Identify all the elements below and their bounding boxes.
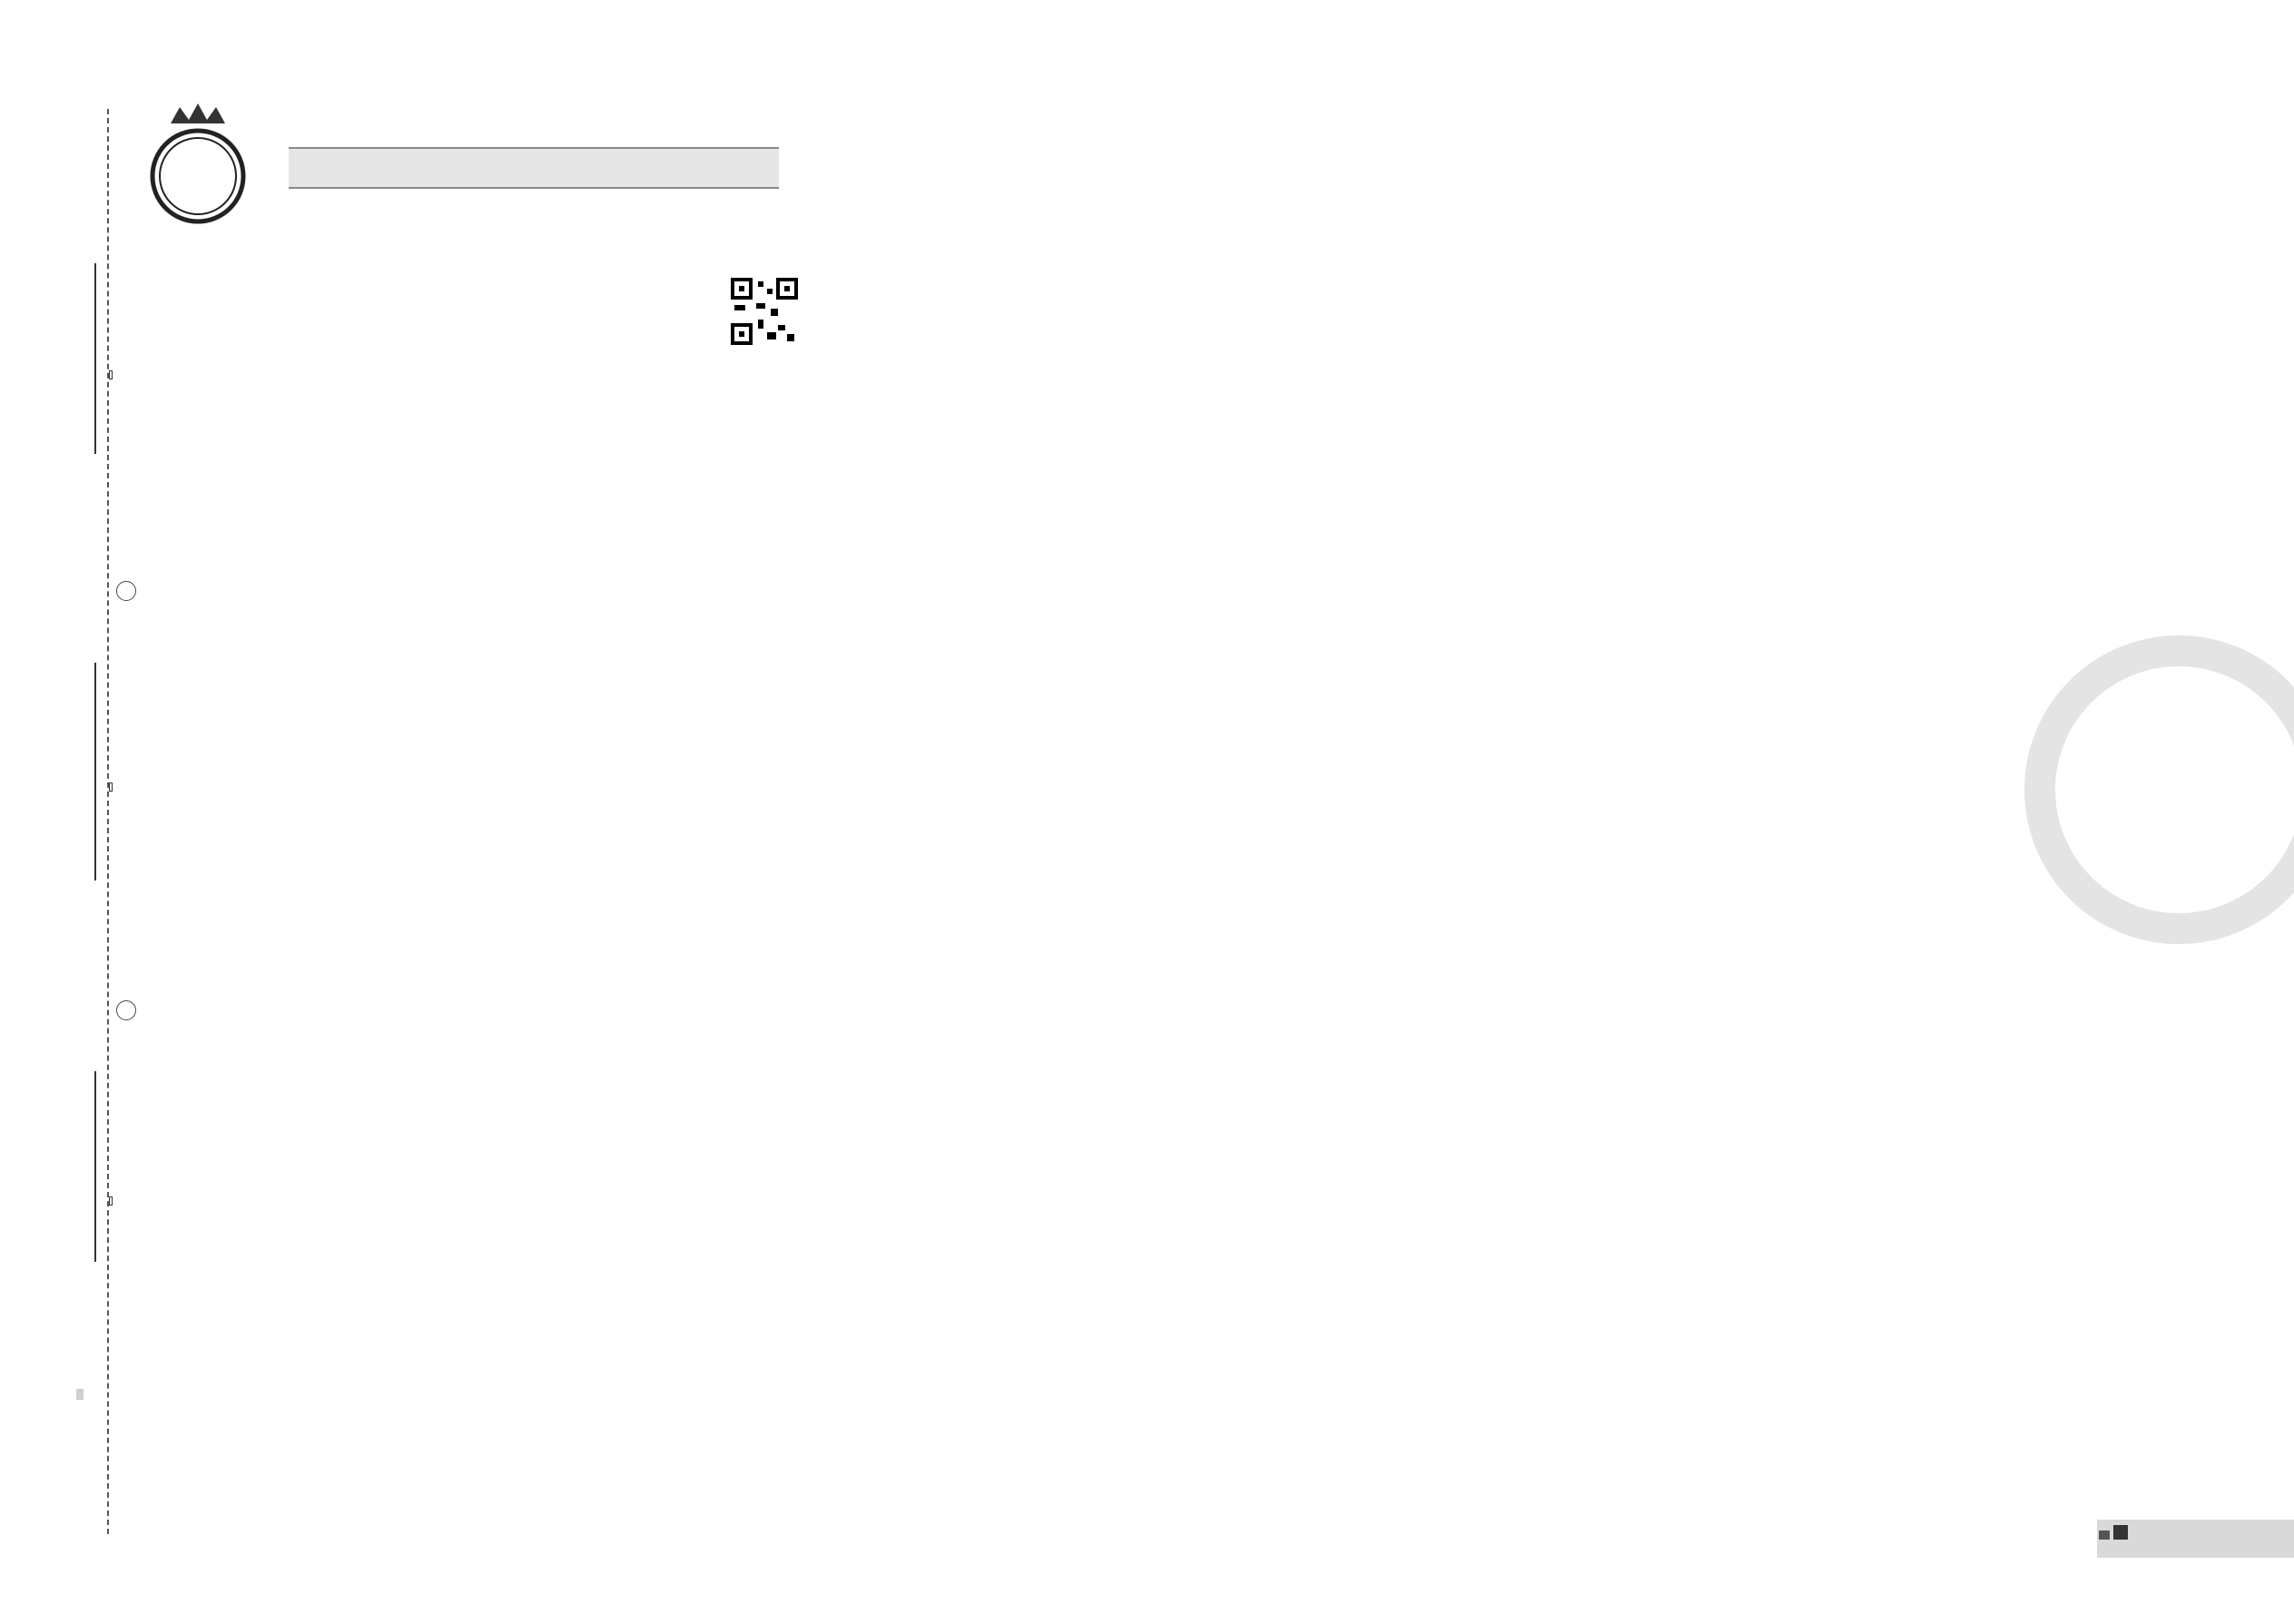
brand-logo-icon: [143, 96, 252, 232]
subtitle-band: [289, 147, 779, 189]
corner-block-icon: [2099, 1530, 2110, 1540]
name-underline: [94, 1071, 96, 1262]
binding-strip: [0, 0, 150, 1543]
line-mark-feng: [109, 782, 113, 792]
line-mark-mi: [109, 1196, 113, 1206]
qr-code-icon[interactable]: [731, 278, 798, 345]
punch-hole-icon: [116, 1000, 136, 1020]
school-underline: [94, 263, 96, 454]
cut-line: [107, 109, 109, 1534]
class-underline: [94, 663, 96, 881]
line-mark-xian: [109, 370, 113, 379]
watermark-seal-icon: [2024, 635, 2294, 944]
punch-hole-icon: [116, 581, 136, 601]
corner-block-icon: [2113, 1525, 2128, 1540]
edition-stamp: [76, 1389, 84, 1400]
